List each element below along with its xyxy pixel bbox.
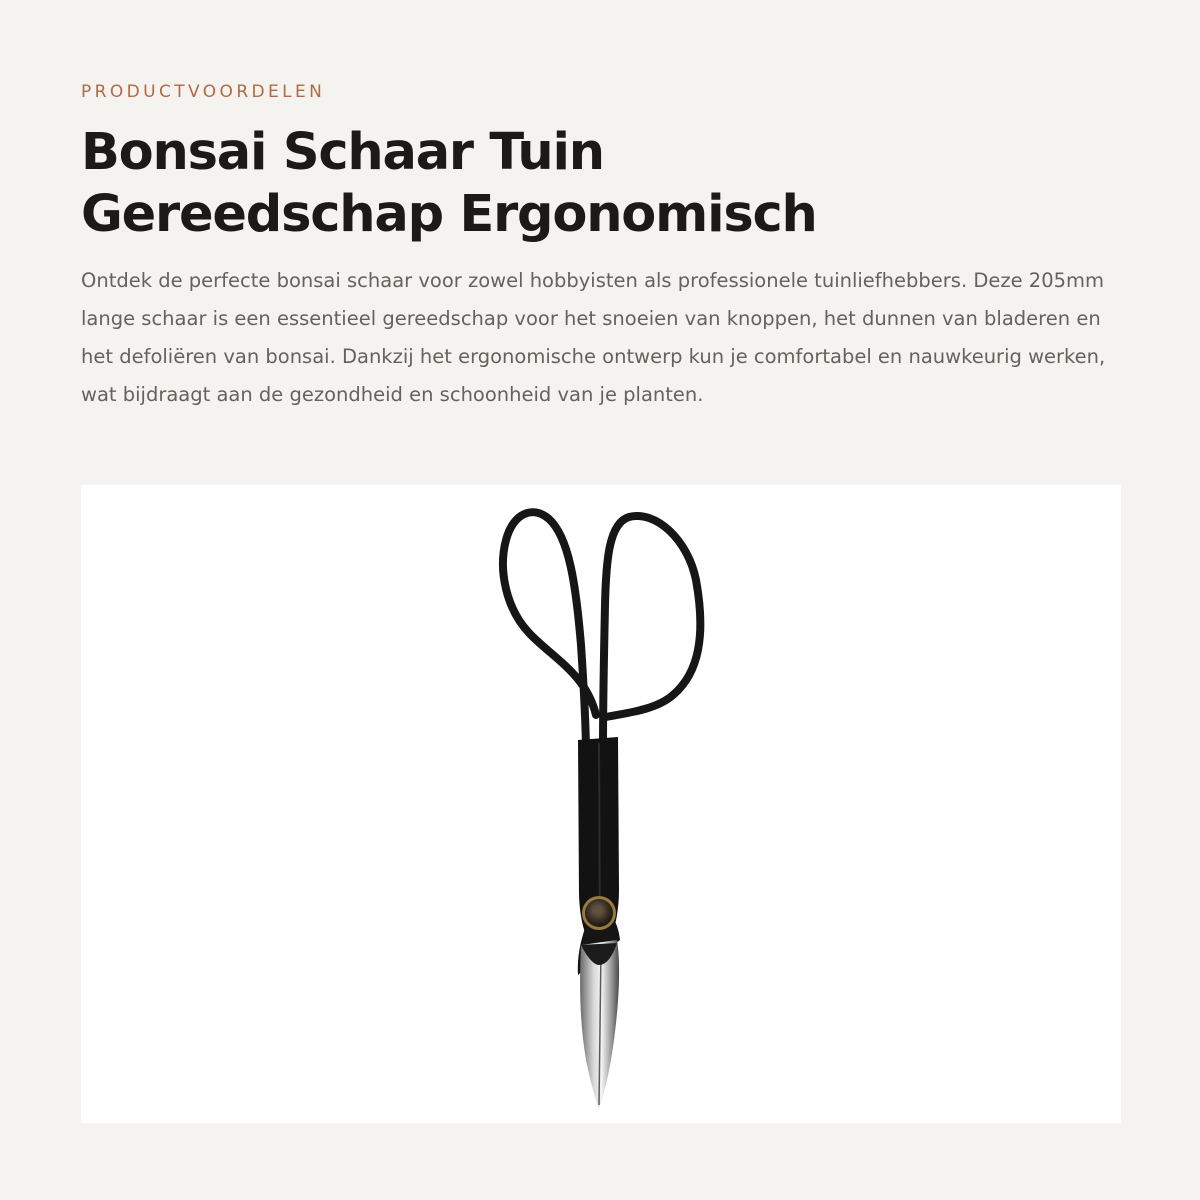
- section-eyebrow: PRODUCTVOORDELEN: [81, 82, 326, 102]
- bonsai-scissors-icon: [81, 485, 1121, 1123]
- product-description: Ontdek de perfecte bonsai schaar voor zowel hobbyisten als professionele tuinliefhebbers. Deze 205mm lange schaar is een essentieel gereedschap voor het snoeien van knoppen, het dunnen van bladeren en het defoliëren van bonsai. Dankzij het ergonomische ontwerp kun je comfortabel en nauwkeurig werken, wat bijdraagt aan de gezondheid en schoonheid van je planten.: [81, 269, 1106, 406]
- product-benefits-section: [81, 80, 1121, 414]
- product-title-line-2: Gereedschap Ergonomisch: [81, 185, 817, 244]
- product-image: [81, 485, 1121, 1123]
- product-title: [81, 122, 1121, 246]
- product-title-line-1: Bonsai Schaar Tuin: [81, 123, 604, 182]
